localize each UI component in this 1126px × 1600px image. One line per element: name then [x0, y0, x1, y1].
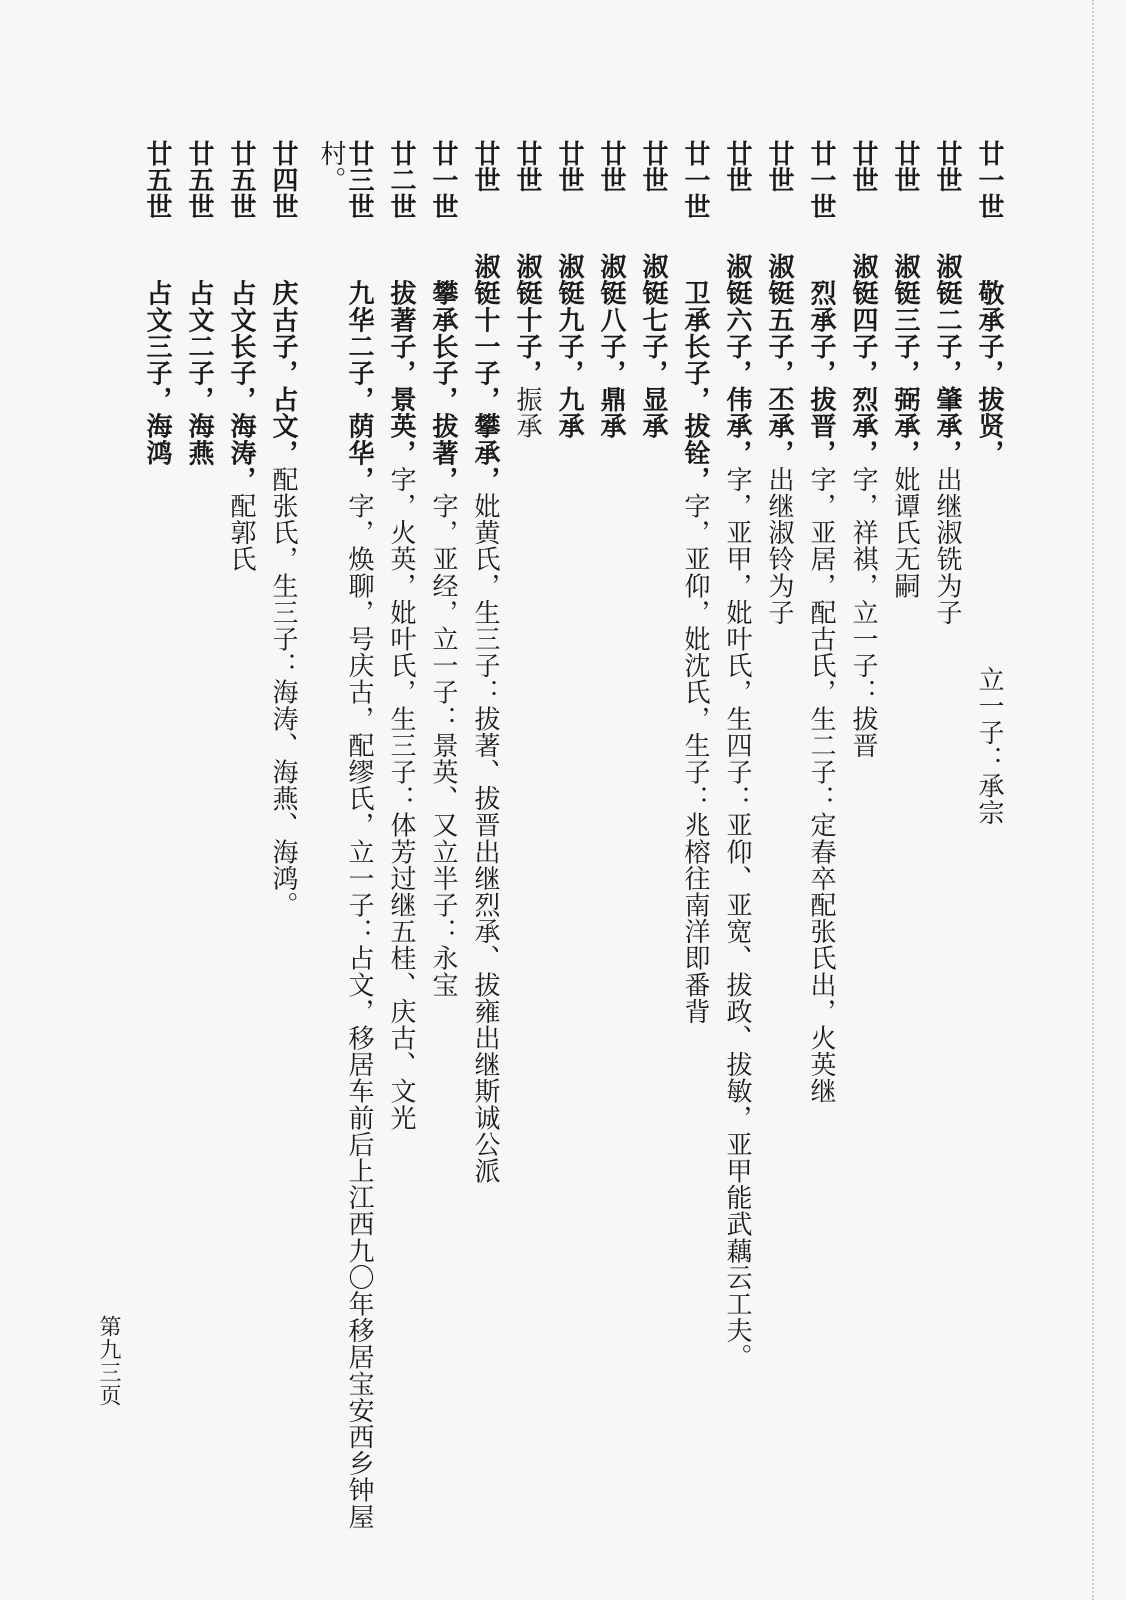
entry-column — [178, 140, 220, 466]
entry-column — [422, 140, 464, 998]
generation-label: 廿四世 — [268, 140, 298, 220]
member-name: 占文长子，海涛， — [226, 279, 256, 493]
generation-label: 廿世 — [638, 140, 668, 194]
member-details: 配郭氏 — [226, 492, 256, 573]
member-details: 妣谭氏无嗣 — [890, 466, 920, 600]
member-name: 淑铤六子，伟承， — [722, 253, 752, 467]
generation-label: 廿五世 — [226, 140, 256, 220]
member-name: 淑铤十子， — [512, 253, 542, 387]
generation-label: 廿一世 — [680, 140, 710, 220]
member-name: 淑铤三子，弼承， — [890, 253, 920, 467]
entry-column — [632, 140, 674, 439]
entry-column — [800, 140, 842, 1104]
entry-column — [338, 140, 380, 1530]
entry-column — [758, 140, 800, 626]
page-number: 第九三页 — [96, 1315, 121, 1407]
entry-column — [716, 140, 758, 1370]
generation-label: 廿世 — [932, 140, 962, 194]
member-details: 出继淑铣为子 — [932, 466, 962, 626]
entry-column — [262, 140, 304, 918]
continued-text: 村。 — [316, 140, 346, 194]
member-details: 妣黄氏，生三子：拔著、拔晋出继烈承、拔雍出继斯诚公派 — [470, 492, 500, 1185]
entry-column — [548, 140, 590, 439]
entry-column — [380, 140, 422, 1131]
member-details: 字，焕聊，号庆古，配缪氏，立一子：占文，移居车前后上江西九〇年移居宝安西乡钟屋 — [344, 492, 374, 1531]
generation-label: 廿世 — [890, 140, 920, 194]
entry-column — [842, 140, 884, 759]
member-name: 淑铤四子，烈承， — [848, 253, 878, 467]
member-name: 占文三子，海鸿 — [142, 279, 172, 467]
generation-label: 廿一世 — [974, 140, 1004, 220]
member-name: 卫承长子，拔铨， — [680, 279, 710, 493]
member-details: 字，祥祺，立一子：拔晋 — [848, 466, 878, 759]
member-name: 攀承长子，拔著， — [428, 279, 458, 493]
entry-column — [968, 140, 1010, 826]
member-name: 占文二子，海燕 — [184, 279, 214, 467]
generation-label: 廿一世 — [806, 140, 836, 220]
generation-label: 廿世 — [596, 140, 626, 194]
generation-label: 廿五世 — [184, 140, 214, 220]
generation-label: 廿五世 — [142, 140, 172, 220]
member-details: 字，火英，妣叶氏，生三子：体芳过继五桂、庆古、文光 — [386, 466, 416, 1132]
member-name: 淑铤二子，肇承， — [932, 253, 962, 467]
member-name: 烈承子，拔晋， — [806, 279, 836, 467]
generation-label: 廿世 — [554, 140, 584, 194]
generation-label: 廿世 — [764, 140, 794, 194]
member-name: 九华二子，荫华， — [344, 279, 374, 493]
member-details: 振承 — [512, 386, 542, 440]
member-name: 淑铤十一子，攀承， — [470, 253, 500, 493]
member-details: 立一子：承宗 — [974, 666, 1004, 826]
member-details: 字，亚居，配古氏，生二子：定春卒配张氏出，火英继 — [806, 466, 836, 1105]
entry-column — [590, 140, 632, 439]
generation-label: 廿世 — [470, 140, 500, 194]
entry-column — [220, 140, 262, 572]
generation-label: 廿世 — [848, 140, 878, 194]
generation-label: 廿世 — [722, 140, 752, 194]
binding-edge — [1091, 0, 1094, 1600]
member-name: 庆古子，占文， — [268, 279, 298, 467]
generation-label: 廿三世 — [344, 140, 374, 220]
generation-label: 廿世 — [512, 140, 542, 194]
entry-column — [136, 140, 178, 466]
entry-column — [506, 140, 548, 439]
member-details: 字，亚经，立一子：景英、又立半子：永宝 — [428, 492, 458, 999]
entry-column — [464, 140, 506, 1184]
member-name: 淑铤八子，鼎承 — [596, 253, 626, 440]
generation-label: 廿一世 — [428, 140, 458, 220]
member-name: 淑铤九子，九承 — [554, 253, 584, 440]
member-details: 出继淑铃为子 — [764, 466, 794, 626]
member-name: 拔著子，景英， — [386, 279, 416, 467]
entry-column — [674, 140, 716, 1025]
member-details: 字，亚仰，妣沈氏，生子：兆榕往南洋即番背 — [680, 492, 710, 1025]
entry-column — [884, 140, 926, 599]
generation-label: 廿二世 — [386, 140, 416, 220]
entry-continuation — [310, 140, 352, 193]
member-details: 配张氏，生三子：海涛、海燕、海鸿。 — [268, 466, 298, 919]
member-name: 淑铤七子，显承 — [638, 253, 668, 440]
member-details: 字，亚甲，妣叶氏，生四子：亚仰、亚宽、拔政、拔敏，亚甲能武藕云工夫。 — [722, 466, 752, 1371]
member-name: 敬承子，拔贤， — [974, 279, 1004, 467]
member-name: 淑铤五子，丕承， — [764, 253, 794, 467]
entry-column — [926, 140, 968, 626]
